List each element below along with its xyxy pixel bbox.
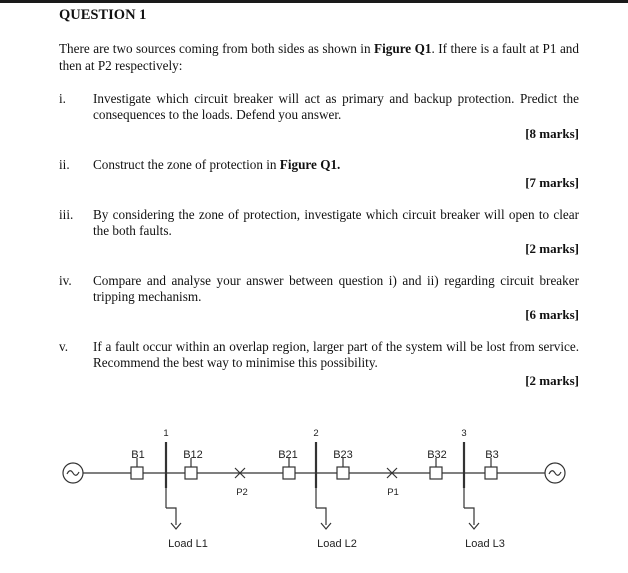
intro-text-2: . If there is a fault at P1 and then at P2 respectively: — [59, 41, 579, 73]
marks-iv: [6 marks] — [525, 307, 579, 322]
item-text: By considering the zone of protection, investigate which circuit breaker will open to clear the both faults. — [93, 207, 579, 238]
intro-text-1: There are two sources coming from both sides as shown in — [59, 41, 375, 56]
breaker-label-b1: B1 — [131, 449, 145, 461]
marks-iii: [2 marks] — [525, 241, 579, 256]
figure-ref: Figure Q1. — [279, 157, 341, 172]
bus-label-2: 2 — [313, 428, 319, 439]
fault-label-p1: P1 — [387, 487, 399, 498]
item-number: i. — [59, 91, 66, 106]
item-text: Investigate which circuit breaker will act as primary and backup protection. Predict the consequences to the loads. Defend you answer. — [93, 91, 579, 122]
breaker-label-b3: B3 — [485, 449, 499, 461]
breaker-b12 — [185, 467, 197, 479]
item-number: ii. — [59, 157, 70, 172]
item-text-part: Construct the zone of protection in — [93, 157, 280, 172]
load-label-l2: Load L2 — [317, 538, 357, 550]
breaker-b21 — [283, 467, 295, 479]
breaker-b23 — [337, 467, 349, 479]
load-label-l1: Load L1 — [168, 538, 208, 550]
breaker-label-b23: B23 — [333, 449, 353, 461]
load-arrow-l3 — [464, 508, 479, 529]
breaker-label-b21: B21 — [278, 449, 298, 461]
breaker-b3 — [485, 467, 497, 479]
bus-label-3: 3 — [461, 428, 467, 439]
load-label-l3: Load L3 — [465, 538, 505, 550]
item-text: Compare and analyse your answer between question i) and ii) regarding circuit breaker tripping mechanism. — [93, 273, 579, 304]
item-number: iii. — [59, 207, 74, 222]
breaker-label-b32: B32 — [427, 449, 447, 461]
item-number: iv. — [59, 273, 72, 288]
question-title: QUESTION 1 — [59, 7, 147, 23]
load-arrow-l1 — [166, 508, 181, 529]
breaker-b1 — [131, 467, 143, 479]
breaker-label-b12: B12 — [183, 449, 203, 461]
item-text: If a fault occur within an overlap region, larger part of the system will be lost from service. Recommend the best way to minimise this possibility. — [93, 339, 579, 370]
breaker-b32 — [430, 467, 442, 479]
marks-ii: [7 marks] — [525, 175, 579, 190]
marks-i: [8 marks] — [525, 126, 579, 141]
intro-figure-ref: Figure Q1 — [374, 41, 432, 56]
load-arrow-l2 — [316, 508, 331, 529]
marks-v: [2 marks] — [525, 373, 579, 388]
item-number: v. — [59, 339, 69, 354]
fault-label-p2: P2 — [236, 487, 248, 498]
bus-label-1: 1 — [163, 428, 169, 439]
